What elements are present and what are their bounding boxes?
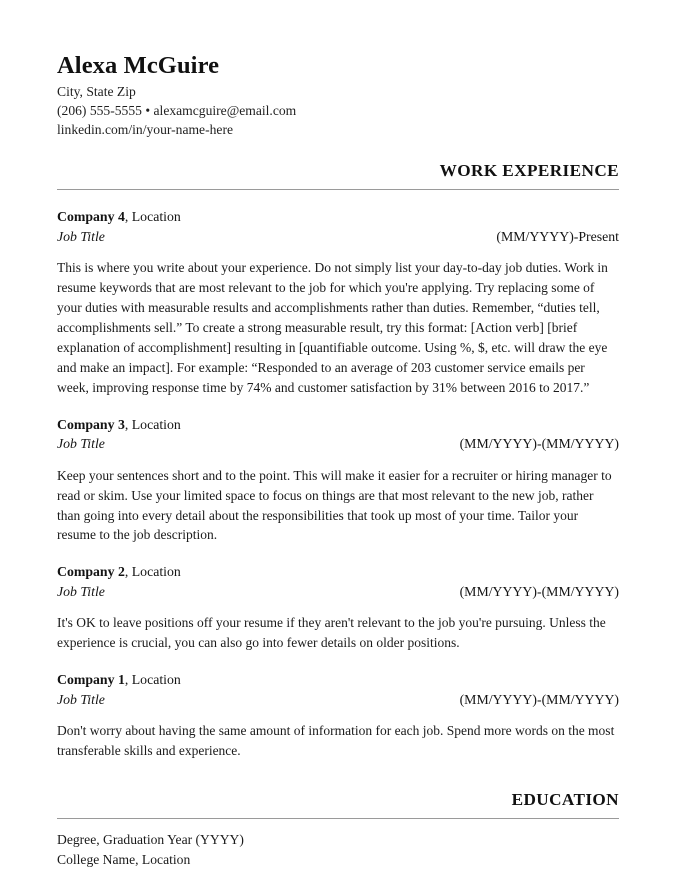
job-entry (57, 207, 619, 398)
job-entry (57, 415, 619, 546)
job-description: Don't worry about having the same amount of information for each job. Spend more words on the most transferable skills and experience. (57, 723, 615, 759)
job-company-line (57, 670, 619, 690)
job-dates: (MM/YYYY)-(MM/YYYY) (459, 436, 619, 452)
resume-header (57, 0, 619, 140)
job-title-row (57, 690, 619, 710)
job-entry (57, 670, 619, 761)
job-title-row (57, 582, 619, 602)
job-company-line (57, 415, 619, 435)
resume-content (57, 0, 619, 870)
job-company-name: Company 2 (57, 564, 125, 580)
job-dates: (MM/YYYY)-Present (496, 228, 619, 244)
job-title: Job Title (57, 436, 105, 452)
work-experience-divider (57, 189, 619, 190)
candidate-contact: (206) 555-5555 • alexamcguire@email.com (57, 103, 297, 119)
candidate-location: City, State Zip (57, 84, 136, 100)
job-company-location: , Location (124, 564, 181, 580)
education-heading: EDUCATION (511, 790, 619, 810)
job-company-name: Company 3 (57, 416, 125, 432)
job-title-row (57, 227, 619, 247)
education-section (57, 791, 619, 869)
job-entry (57, 562, 619, 653)
education-degree: Degree, Graduation Year (YYYY) (57, 832, 244, 848)
job-dates: (MM/YYYY)-(MM/YYYY) (459, 583, 619, 599)
job-title: Job Title (57, 228, 105, 244)
candidate-linkedin: linkedin.com/in/your-name-here (57, 122, 234, 138)
education-entry (57, 830, 619, 869)
job-dates: (MM/YYYY)-(MM/YYYY) (459, 691, 619, 707)
job-title: Job Title (57, 583, 105, 599)
job-title: Job Title (57, 691, 105, 707)
work-experience-section (57, 162, 619, 761)
job-company-line (57, 562, 619, 582)
job-company-location: , Location (124, 672, 181, 688)
job-description: It's OK to leave positions off your resume if they aren't relevant to the job you're pursuing. Unless the experience is crucial, you can also go into fewer details on older positions. (57, 615, 606, 651)
work-experience-heading: WORK EXPERIENCE (439, 161, 619, 181)
education-divider (57, 818, 619, 819)
job-company-name: Company 4 (57, 209, 125, 225)
education-college: College Name, Location (57, 851, 191, 867)
job-company-name: Company 1 (57, 672, 125, 688)
candidate-name: Alexa McGuire (57, 52, 220, 79)
job-company-line (57, 207, 619, 227)
job-description: This is where you write about your experience. Do not simply list your day-to-day job duties. Work in resume keywords that are most relevant to the job for which you're applying. Try replacing some of your duties with measurable results and accomplishments rather than duties. Remember, “duties tell, accomplishments sell.” To create a strong measurable result, try this format: [Action verb] [brief explanation of accomplishment] resulting in [quantifiable outcome. Using %, $, etc. will draw the eye and make an impact]. For example: “Responded to an average of 203 customer service emails per week, improving response time by 74% and customer satisfaction by 31% between 2016 to 2017.” (57, 260, 608, 395)
job-company-location: , Location (124, 209, 181, 225)
job-description: Keep your sentences short and to the point. This will make it easier for a recruiter or hiring manager to read or skim. Use your limited space to focus on things are that most relevant to the new job, rather than going into every detail about the responsibilities that took up most of your time. Tailor your resume to the job description. (57, 467, 612, 543)
job-title-row (57, 434, 619, 454)
job-company-location: , Location (124, 416, 181, 432)
